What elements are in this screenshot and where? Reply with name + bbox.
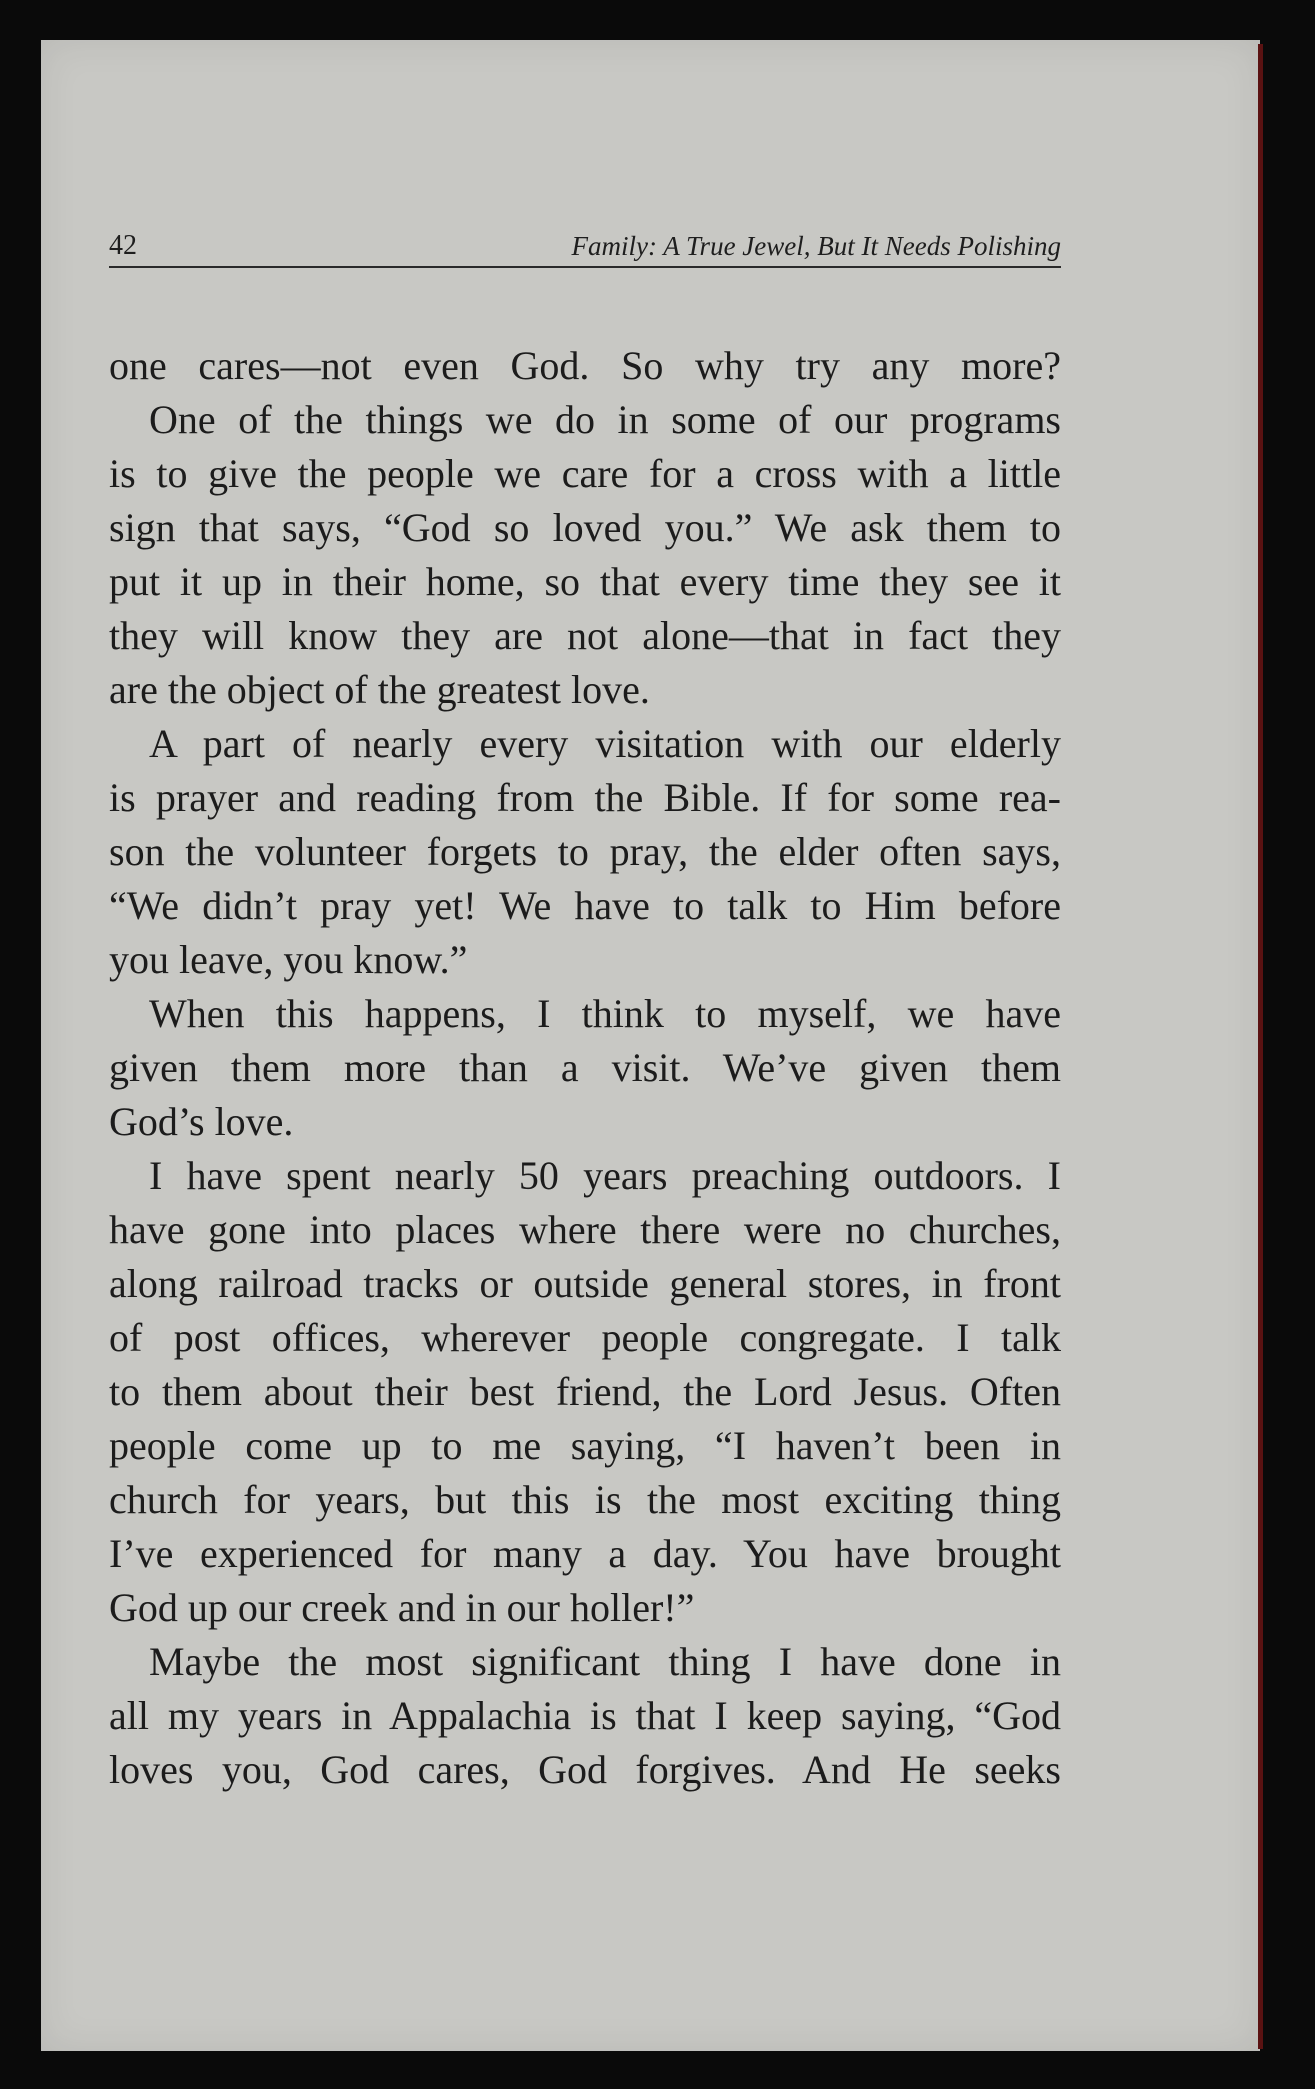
- text-line: I have spent nearly 50 years preaching outdoors. I: [149, 1153, 1061, 1198]
- text-line: A part of nearly every visitation with our elderly: [149, 721, 1061, 766]
- text-line: sign that says, “God so loved you.” We ask them to: [109, 505, 1061, 550]
- text-line: church for years, but this is the most exciting thing: [109, 1477, 1061, 1522]
- text-line: I’ve experienced for many a day. You have brought: [109, 1531, 1061, 1576]
- text-line: along railroad tracks or outside general stores, in front: [109, 1261, 1061, 1306]
- text-line: is to give the people we care for a cross with a little: [109, 451, 1061, 496]
- text-line: people come up to me saying, “I haven’t been in: [109, 1423, 1061, 1468]
- text-line: are the object of the greatest love.: [109, 667, 650, 712]
- text-line: of post offices, wherever people congregate. I talk: [109, 1315, 1061, 1360]
- text-line: one cares—not even God. So why try any more?: [109, 343, 1061, 388]
- text-line: Maybe the most significant thing I have done in: [149, 1639, 1061, 1684]
- text-line: loves you, God cares, God forgives. And He seeks: [109, 1747, 1061, 1792]
- text-line: given them more than a visit. We’ve given them: [109, 1045, 1061, 1090]
- text-line: to them about their best friend, the Lord Jesus. Often: [109, 1369, 1061, 1414]
- text-line: all my years in Appalachia is that I keep saying, “God: [109, 1693, 1061, 1738]
- body-text: [109, 339, 1061, 1797]
- page-edge: [1258, 44, 1263, 2049]
- running-header: [109, 228, 1061, 268]
- text-line: “We didn’t pray yet! We have to talk to Him before: [109, 883, 1061, 928]
- text-line: One of the things we do in some of our programs: [149, 397, 1061, 442]
- text-line: God’s love.: [109, 1099, 294, 1144]
- running-title: Family: A True Jewel, But It Needs Polishing: [571, 231, 1061, 261]
- text-line: have gone into places where there were no churches,: [109, 1207, 1061, 1252]
- text-line: When this happens, I think to myself, we have: [149, 991, 1061, 1036]
- page-number: 42: [109, 230, 137, 261]
- text-line: is prayer and reading from the Bible. If for some rea-: [109, 775, 1061, 820]
- text-line: put it up in their home, so that every time they see it: [109, 559, 1061, 604]
- text-line: you leave, you know.”: [109, 937, 468, 982]
- text-line: they will know they are not alone—that in fact they: [109, 613, 1061, 658]
- text-line: son the volunteer forgets to pray, the elder often says,: [109, 829, 1061, 874]
- text-line: God up our creek and in our holler!”: [109, 1585, 695, 1630]
